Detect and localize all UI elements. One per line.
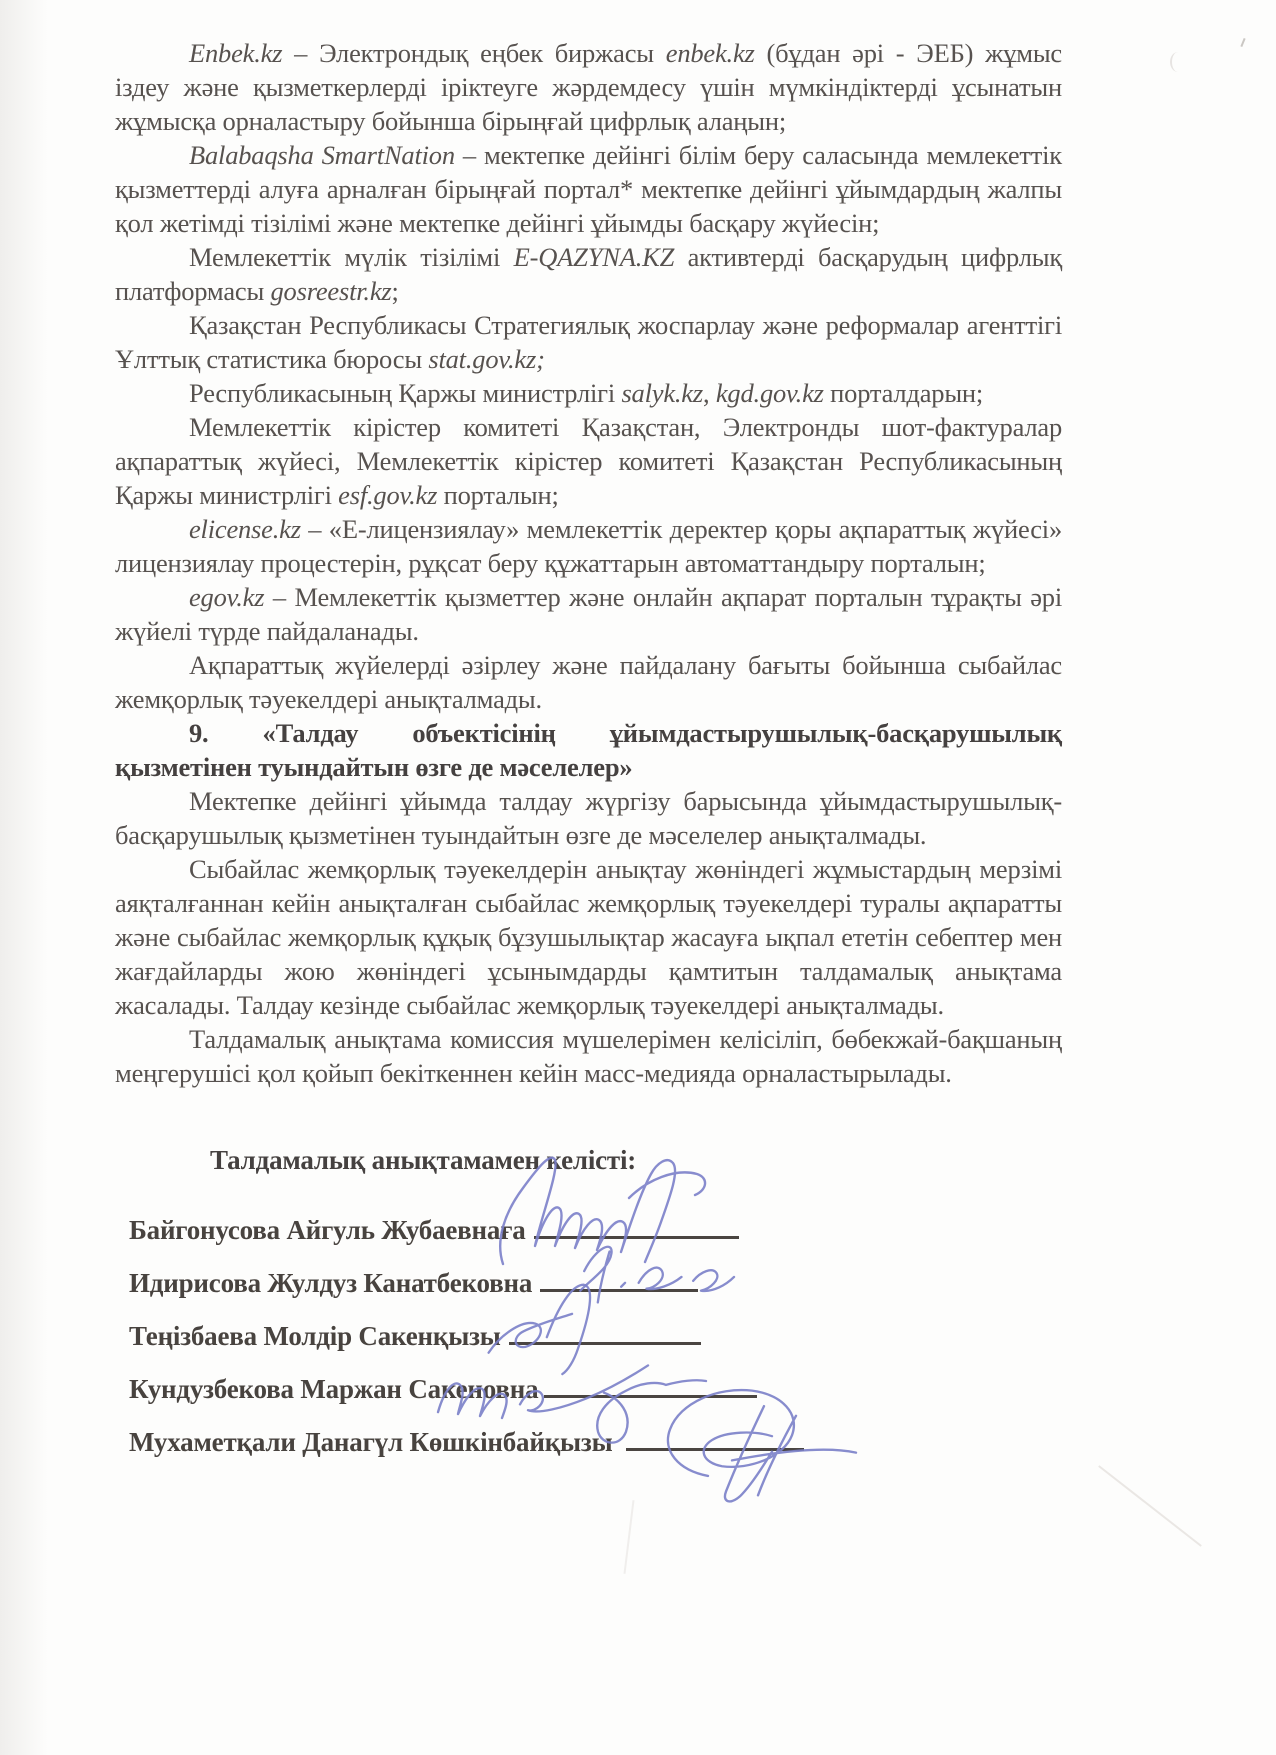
italic-text-run: esf.gov.kz (338, 480, 438, 510)
text-run: Мемлекеттік мүлік тізілімі (189, 242, 514, 272)
signatory-name: Байгонусова Айгуль Жубаевнаға (129, 1215, 526, 1245)
text-run: Ақпараттық жүйелерді әзірлеу және пайдалану бағыты бойынша сыбайлас жемқорлық тәуекелдері анықталмады. (115, 650, 1062, 714)
paragraph (115, 784, 1062, 852)
italic-text-run: egov.kz (189, 582, 265, 612)
paragraph (115, 376, 1062, 410)
paragraph (115, 716, 1062, 784)
text-run: – «Е-лицензиялау» мемлекеттік деректер қоры ақпараттық жүйесі» лицензиялау процестерін, рұқсат беру құжаттарын автоматтандыру порталын; (115, 514, 1062, 578)
paragraph (115, 580, 1062, 648)
text-run: Қазақстан Республикасы Стратегиялық жоспарлау және реформалар агенттігі Ұлттық статистика бюросы (115, 310, 1062, 374)
paragraph (115, 1022, 1062, 1090)
paragraph (115, 36, 1062, 138)
agreement-heading: Талдамалық анықтамамен келісті: (210, 1145, 637, 1175)
paper-crease (1098, 1465, 1202, 1547)
text-run: ; (391, 276, 399, 306)
handwritten-signature (612, 1379, 882, 1505)
text-run: Мемлекеттік кірістер комитеті Қазақстан, Электронды шот-фактуралар ақпараттық жүйесі, Мемлекеттік кірістер комитеті Қазақстан Республикасының Қаржы министрлігі (115, 412, 1062, 510)
text-run: , (703, 378, 716, 408)
italic-text-run: kgd.gov.kz (715, 378, 824, 408)
faint-mark-artifact (1170, 52, 1186, 72)
document-body (115, 36, 1062, 1469)
italic-text-run: enbek.kz (665, 38, 755, 68)
text-run: Сыбайлас жемқорлық тәуекелдерін анықтау жөніндегі жұмыстардың мерзімі аяқталғаннан кейін анықталған сыбайлас жемқорлық тәуекелдері туралы ақпаратты және сыбайлас жемқорлық құқық бұзушылықтар жасауға ықпал ететін себептер мен жағдайларды жою жөніндегі ұсынымдарды қамтитын талдамалық анықтама жасалады. Талдау кезінде сыбайлас жемқорлық тәуекелдері анықталмады. (115, 854, 1062, 1020)
text-run: Республикасының Қаржы министрлігі (189, 378, 622, 408)
text-run: 9. «Талдау объектісінің ұйымдастырушылық-басқарушылық қызметінен туындайтын өзге де мәселелер» (115, 718, 1062, 782)
text-run: активтерді басқарудың цифрлық платформасы (115, 242, 1062, 306)
text-run: – Электрондық еңбек биржасы (282, 38, 666, 68)
text-run: порталын; (437, 480, 559, 510)
italic-text-run: salyk.kz (621, 378, 703, 408)
text-run: порталдарын; (823, 378, 984, 408)
text-run: – мектепке дейінгі білім беру саласында мемлекеттік қызметтерді алуға арналған бірыңғай портал* мектепке дейінгі ұйымдардың жалпы қол жетімді тізілімі және мектепке дейінгі ұйымды басқару жүйесін; (115, 140, 1062, 238)
paragraph (115, 138, 1062, 240)
italic-text-run: gosreestr.kz (270, 276, 392, 306)
text-run: Талдамалық анықтама комиссия мүшелерімен келісіліп, бөбекжай-бақшаның меңгерушісі қол қойып бекіткеннен кейін масс-медияда орналастырылады. (115, 1024, 1062, 1088)
italic-text-run: Enbek.kz (189, 38, 283, 68)
text-run: Мектепке дейінгі ұйымда талдау жүргізу барысында ұйымдастырушылық-басқарушылық қызметінен туындайтын өзге де мәселелер анықталмады. (115, 786, 1062, 850)
italic-text-run: Balabaqsha SmartNation (189, 140, 455, 170)
signatory-row (129, 1363, 1062, 1416)
italic-text-run: stat.gov.kz; (428, 344, 545, 374)
paper-crease (623, 1500, 634, 1574)
paragraph (115, 240, 1062, 308)
italic-text-run: elicense.kz (189, 514, 301, 544)
signatory-name: Мухаметқали Данагүл Көшкінбайқызы (129, 1427, 613, 1457)
signatory-name: Теңізбаева Молдір Сакенқызы (129, 1321, 501, 1351)
text-run: – Мемлекеттік қызметтер және онлайн ақпарат порталын тұрақты әрі жүйелі түрде пайдаланады. (115, 582, 1062, 646)
paragraph (115, 410, 1062, 512)
paragraph (115, 852, 1062, 1022)
paragraph (115, 308, 1062, 376)
pen-mark-artifact (1240, 38, 1245, 47)
paragraph (115, 512, 1062, 580)
signature-block (129, 1204, 1062, 1469)
text-run: (бұдан әрі - ЭЕБ) жұмыс іздеу және қызметкерлерді іріктеуге жәрдемдесу үшін мүмкіндіктерді ұсынатын жұмысқа орналастыру бойынша бірыңғай цифрлық алаңын; (115, 38, 1062, 136)
signatory-name: Кундузбекова Маржан Сакеновна (129, 1374, 539, 1404)
italic-text-run: E-QAZYNA.KZ (513, 242, 675, 272)
paragraph (115, 648, 1062, 716)
signatory-name: Идирисова Жулдуз Канатбековна (129, 1268, 533, 1298)
